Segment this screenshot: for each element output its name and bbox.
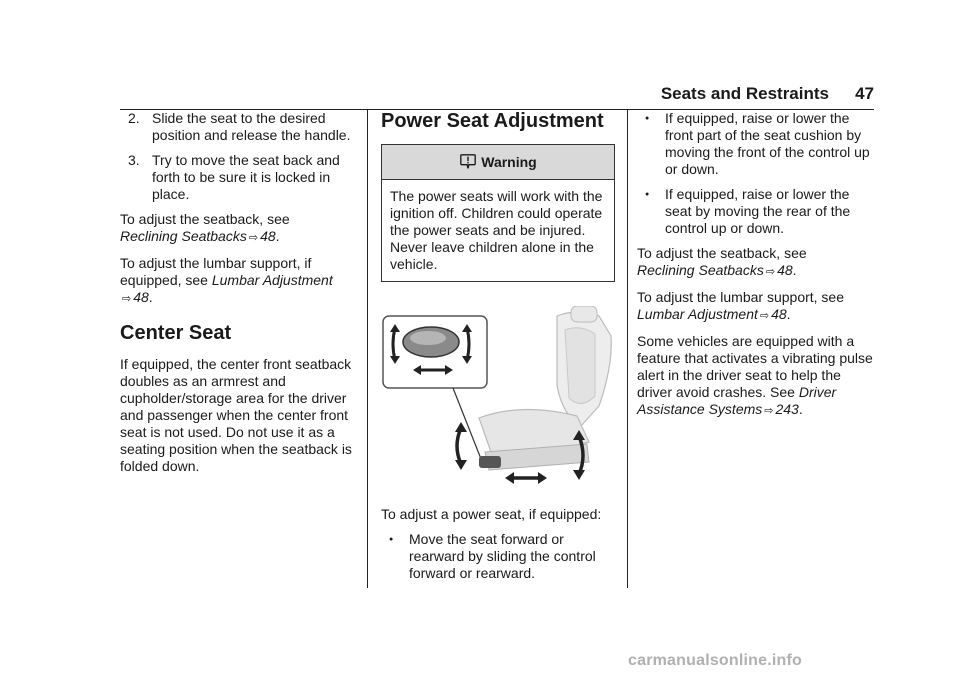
paragraph-text: To adjust the seatback, see	[120, 211, 290, 227]
step-number: 2.	[128, 110, 140, 126]
cushion-front-arrow	[457, 428, 461, 464]
bullet-icon: ●	[645, 115, 650, 122]
warning-box	[381, 144, 615, 282]
power-seat-illustration	[381, 306, 617, 486]
paragraph-text: To adjust the seatback, see	[637, 245, 807, 261]
column-divider	[627, 110, 628, 588]
power-seat-heading: Power Seat Adjustment	[381, 110, 604, 132]
step-text: Try to move the seat back and forth to be sure it is locked in place.	[152, 152, 340, 202]
step-number: 3.	[128, 152, 140, 168]
ref-arrow-icon: ⇨	[248, 232, 259, 244]
page-number: 47	[855, 84, 874, 103]
lumbar-ref-paragraph: To adjust the lumbar support, if equipped, see Lumbar Adjustment ⇨ 48.	[120, 255, 333, 305]
ref-arrow-icon: ⇨	[765, 266, 776, 278]
page-ref[interactable]: 48	[260, 228, 276, 244]
step-item	[120, 110, 360, 144]
lumbar-adjustment-link[interactable]: Lumbar Adjustment	[211, 272, 333, 288]
paragraph-text: To adjust the lumbar support, if equipped, see	[120, 255, 312, 288]
lumbar-ref-paragraph: To adjust the lumbar support, see Lumbar Adjustment ⇨ 48.	[637, 289, 845, 322]
bullet-item	[381, 531, 615, 582]
page-ref[interactable]: 48	[133, 289, 149, 305]
reclining-seatbacks-link[interactable]: Reclining Seatbacks	[637, 262, 764, 278]
right-column	[637, 110, 877, 428]
warning-header	[382, 145, 614, 180]
bullet-item	[637, 110, 877, 178]
seatback-ref-paragraph: To adjust the seatback, see Reclining Seatbacks ⇨ 48.	[637, 245, 807, 278]
alert-paragraph: Some vehicles are equipped with a feature that activates a vibrating pulse alert in the driver seat to help the driver avoid crashes. See Driver Assistance Systems ⇨ 243.	[637, 333, 873, 417]
warning-icon	[459, 153, 477, 171]
left-column	[120, 110, 360, 483]
bullet-text: If equipped, raise or lower the seat by moving the rear of the control up or down.	[665, 186, 851, 236]
page-ref[interactable]: 48	[777, 262, 793, 278]
lumbar-adjustment-link[interactable]: Lumbar Adjustment	[637, 306, 758, 322]
page-header	[0, 80, 960, 110]
center-seat-heading: Center Seat	[120, 322, 232, 344]
driver-assistance-link[interactable]: Driver Assistance Systems	[637, 384, 837, 417]
watermark: carmanualsonline.info	[628, 652, 803, 669]
step-text: Slide the seat to the desired position and release the handle.	[152, 110, 351, 143]
bullet-icon: ●	[389, 536, 394, 543]
ref-arrow-icon: ⇨	[122, 293, 132, 305]
seat-control-highlight	[410, 331, 446, 345]
column-divider	[367, 110, 368, 588]
headrest	[571, 306, 597, 322]
bullet-icon: ●	[645, 191, 650, 198]
center-seat-body: If equipped, the center front seatback doubles as an armrest and cupholder/storage area for the driver and passenger when the center front seat is not used. Do not use it as a seating position when the seatback is folded down.	[120, 356, 352, 474]
bullet-text: Move the seat forward or rearward by sliding the control forward or rearward.	[409, 531, 596, 581]
seat-control-switch	[479, 456, 501, 468]
page-ref[interactable]: 48	[771, 306, 787, 322]
warning-title: Warning	[481, 153, 537, 170]
ref-arrow-icon: ⇨	[759, 310, 770, 322]
seatback-ref-paragraph: To adjust the seatback, see Reclining Seatbacks ⇨ 48.	[120, 211, 290, 244]
section-title: Seats and Restraints	[660, 84, 829, 103]
middle-column	[381, 110, 615, 590]
paragraph-text: To adjust the lumbar support, see	[637, 289, 845, 305]
page-ref[interactable]: 243	[775, 401, 799, 417]
reclining-seatbacks-link[interactable]: Reclining Seatbacks	[120, 228, 247, 244]
step-item	[120, 152, 360, 203]
bullet-item	[637, 186, 877, 237]
bullet-text: If equipped, raise or lower the front part of the seat cushion by moving the front of the control up or down.	[665, 110, 870, 177]
ref-arrow-icon: ⇨	[764, 405, 774, 417]
warning-body: The power seats will work with the ignition off. Children could operate the power seats and be injured. Never leave children alone in the vehicle.	[390, 188, 603, 272]
paragraph-text: Some vehicles are equipped with a feature that activates a vibrating pulse alert in the driver seat to help the driver avoid crashes. See	[637, 333, 873, 400]
power-seat-intro: To adjust a power seat, if equipped:	[381, 506, 602, 522]
